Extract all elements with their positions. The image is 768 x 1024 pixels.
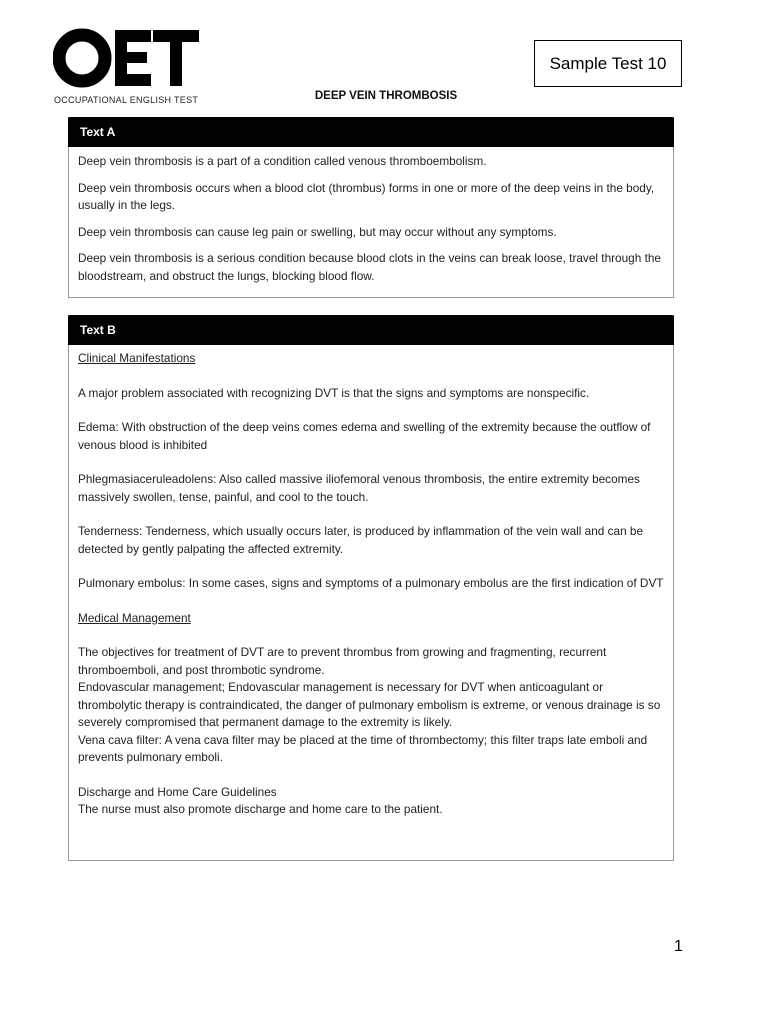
medical-paragraph: Vena cava filter: A vena cava filter may be placed at the time of thrombectomy; this filter traps late emboli and prevents pulmonary emboli. xyxy=(78,732,648,764)
medical-paragraph: The objectives for treatment of DVT are to prevent thrombus from growing and fragmenting, recurrent thromboemboli, and post thrombotic syndrome. xyxy=(78,645,607,677)
medical-management-heading: Medical Management xyxy=(78,610,191,625)
text-b-heading: Text B xyxy=(68,315,674,345)
clinical-paragraph: A major problem associated with recognizing DVT is that the signs and symptoms are nonspecific. xyxy=(78,385,590,400)
text-a-panel xyxy=(68,117,674,298)
clinical-paragraph: Tenderness: Tenderness, which usually occurs later, is produced by inflammation of the vein wall and can be detected by gently palpating the affected extremity. xyxy=(78,524,644,556)
discharge-heading: Discharge and Home Care Guidelines xyxy=(78,784,277,799)
text-b-panel xyxy=(68,315,674,861)
text-b-body xyxy=(69,345,673,829)
sample-test-label: Sample Test 10 xyxy=(534,40,682,87)
text-a-heading: Text A xyxy=(68,117,674,147)
text-a-paragraph: Deep vein thrombosis is a serious condition because blood clots in the veins can break loose, travel through the bloodstream, and obstruct the lungs, blocking blood flow. xyxy=(78,251,661,283)
page-number: 1 xyxy=(674,938,683,955)
page-title: DEEP VEIN THROMBOSIS xyxy=(314,90,458,102)
text-a-paragraph: Deep vein thrombosis occurs when a blood clot (thrombus) forms in one or more of the deep veins in the body, usually in the legs. xyxy=(78,180,655,212)
oet-logo-mark xyxy=(53,28,203,90)
logo-subtitle: OCCUPATIONAL ENGLISH TEST xyxy=(54,95,199,105)
discharge-paragraph: The nurse must also promote discharge and home care to the patient. xyxy=(78,802,443,816)
text-a-paragraph: Deep vein thrombosis is a part of a condition called venous thromboembolism. xyxy=(78,154,487,168)
text-a-body xyxy=(69,147,673,304)
clinical-paragraph: Phlegmasiaceruleadolens: Also called massive iliofemoral venous thrombosis, the entire extremity becomes massively swollen, tense, painful, and cool to the touch. xyxy=(78,472,640,504)
clinical-paragraph: Pulmonary embolus: In some cases, signs and symptoms of a pulmonary embolus are the first indication of DVT xyxy=(78,576,664,590)
clinical-paragraph: Edema: With obstruction of the deep veins comes edema and swelling of the extremity because the outflow of venous blood is inhibited xyxy=(78,420,651,452)
clinical-manifestations-heading: Clinical Manifestations xyxy=(78,351,196,365)
medical-paragraph: Endovascular management; Endovascular management is necessary for DVT when anticoagulant or thrombolytic therapy is contraindicated, the danger of pulmonary embolism is extreme, or venous drainage is so severely compromised that permanent damage to the extremity is likely. xyxy=(78,680,661,729)
text-a-paragraph: Deep vein thrombosis can cause leg pain or swelling, but may occur without any symptoms. xyxy=(78,224,557,239)
